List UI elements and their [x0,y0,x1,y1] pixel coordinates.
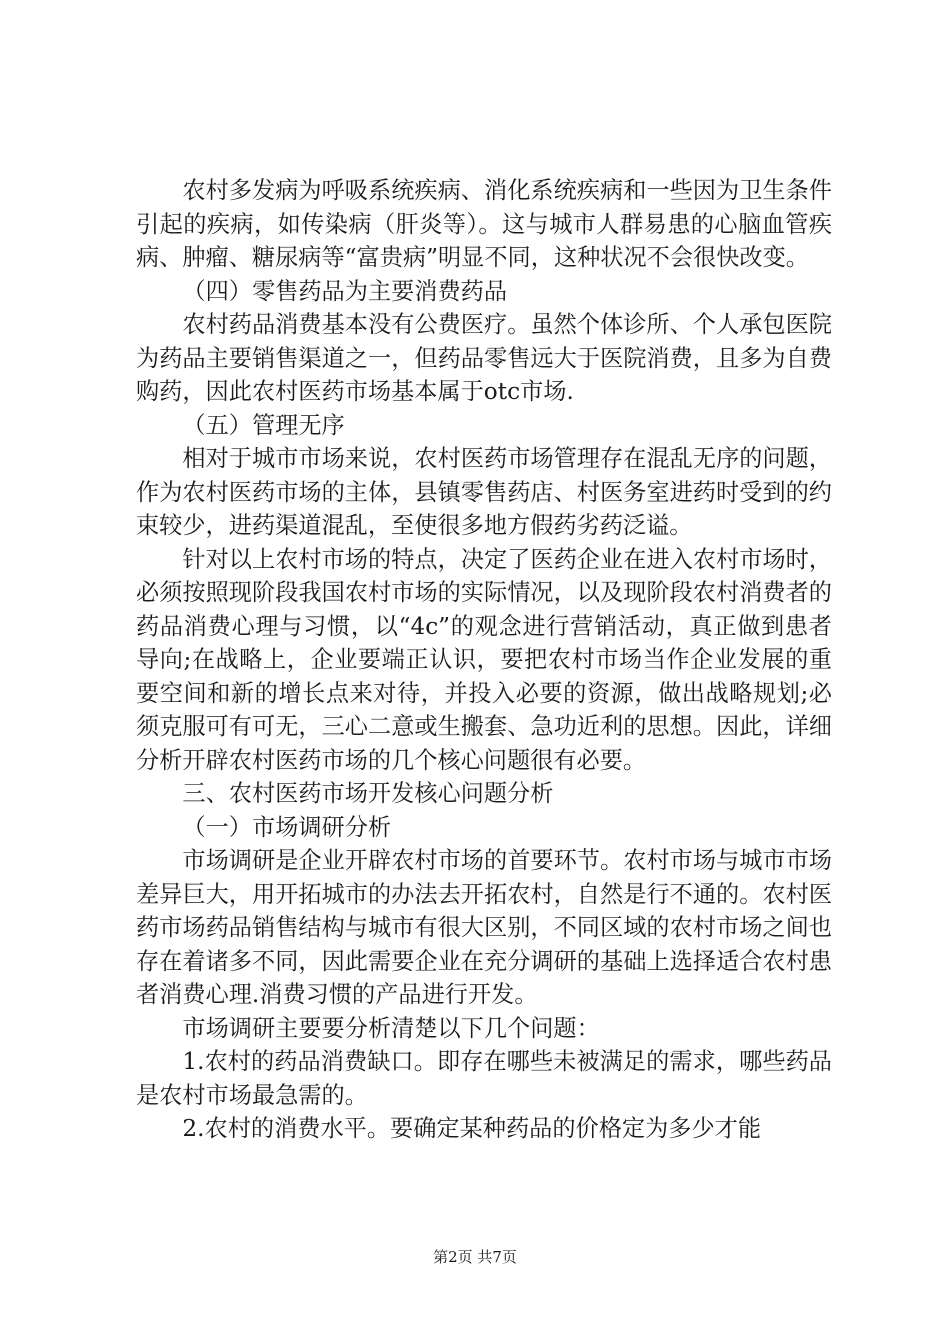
heading-retail-drugs: （四）零售药品为主要消费药品 [182,277,508,305]
document-body [136,174,832,1146]
heading-management: （五）管理无序 [182,411,345,439]
paragraph-diseases: 农村多发病为呼吸系统疾病、消化系统疾病和一些因为卫生条件引起的疾病，如传染病（肝炎等）。这与城市人群易患的心脑血管疾病、肿瘤、糖尿病等“富贵病”明显不同，这种状况不会很快改变。 [136,177,832,271]
page-footer [0,1246,950,1267]
paragraph-strategy: 针对以上农村市场的特点，决定了医药企业在进入农村市场时，必须按照现阶段我国农村市场的实际情况，以及现阶段农村消费者的药品消费心理与习惯，以“4c”的观念进行营销活动，真正做到患者导向;在战略上，企业要端正认识，要把农村市场当作企业发展的重要空间和新的增长点来对待，并投入必要的资源，做出战略规划;必须克服可有可无，三心二意或生搬套、急功近利的思想。因此，详细分析开辟农村医药市场的几个核心问题很有必要。 [136,545,832,774]
paragraph-retail: 农村药品消费基本没有公费医疗。虽然个体诊所、个人承包医院为药品主要销售渠道之一，但药品零售远大于医院消费，且多为自费购药，因此农村医药市场基本属于otc市场. [136,311,832,405]
heading-market-research: （一）市场调研分析 [182,813,392,841]
list-item-1: 1.农村的药品消费缺口。即存在哪些未被满足的需求，哪些药品是农村市场最急需的。 [136,1048,832,1109]
list-item-2: 2.农村的消费水平。要确定某种药品的价格定为多少才能 [182,1115,762,1142]
paragraph-market-research: 市场调研是企业开辟农村市场的首要环节。农村市场与城市市场差异巨大，用开拓城市的办法去开拓农村，自然是行不通的。农村医药市场药品销售结构与城市有很大区别，不同区域的农村市场之间也存在着诸多不同，因此需要企业在充分调研的基础上选择适合农村患者消费心理.消费习惯的产品进行开发。 [136,847,832,1008]
page-number: 第2页 共7页 [433,1248,517,1266]
paragraph-research-questions: 市场调研主要要分析清楚以下几个问题： [182,1014,600,1042]
paragraph-management: 相对于城市市场来说，农村医药市场管理存在混乱无序的问题，作为农村医药市场的主体，县镇零售药店、村医务室进药时受到的约束较少，进药渠道混乱，至使很多地方假药劣药泛谥。 [136,445,832,539]
heading-section-three: 三、农村医药市场开发核心问题分析 [182,780,554,807]
